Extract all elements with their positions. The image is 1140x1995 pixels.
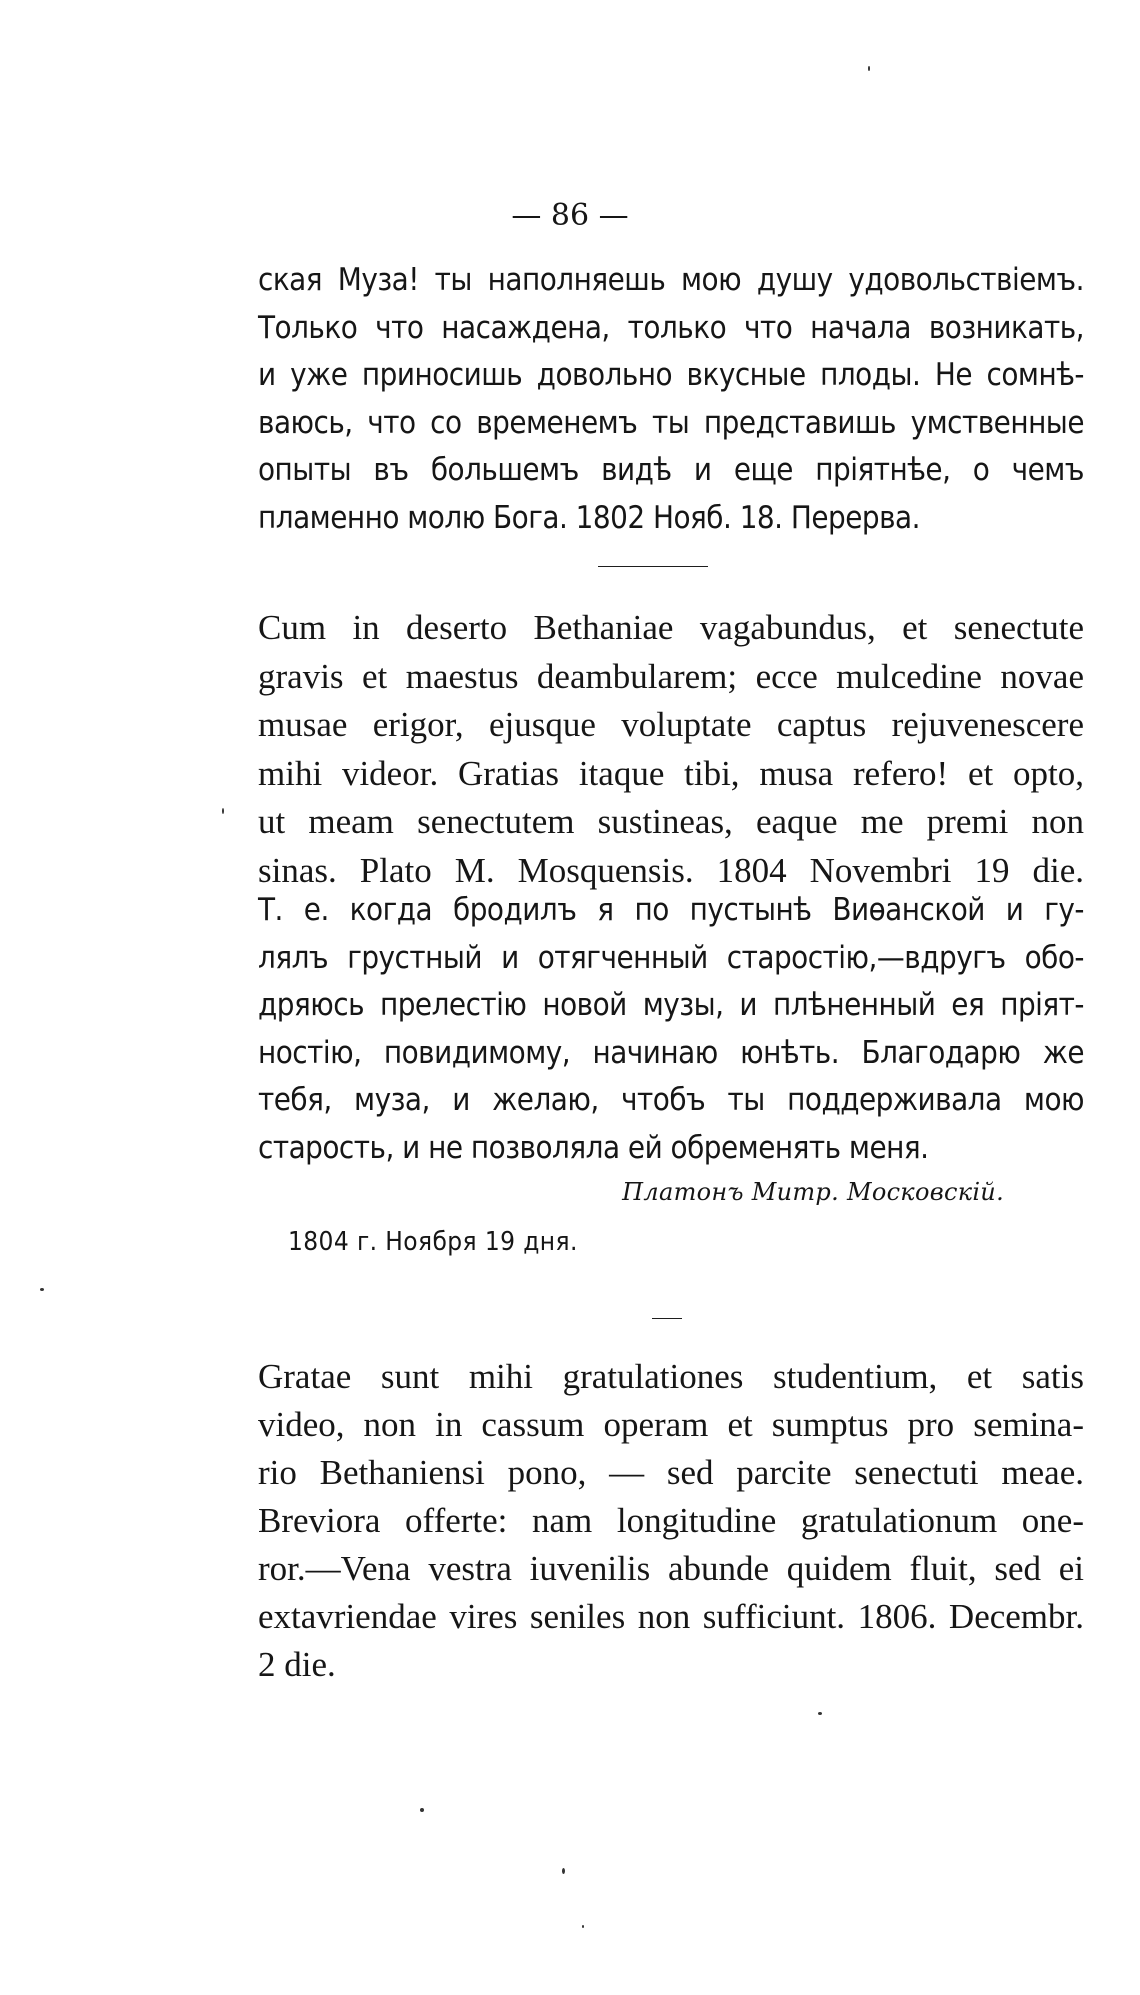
- text-line: Gratae sunt mihi gratulationes studentium, et satis: [258, 1357, 1084, 1396]
- latin-paragraph-1804: [258, 604, 1084, 895]
- text-line: sinas. Plato M. Mosquensis. 1804 Novembri 19 die.: [258, 850, 1084, 890]
- text-line: ностію, повидимому, начинаю юнѣть. Благодарю же: [258, 1034, 1084, 1071]
- text-line: ваюсь, что со временемъ ты представишь умственные: [258, 404, 1084, 441]
- text-line: Cum in deserto Bethaniae vagabundus, et senectute: [258, 608, 1084, 647]
- section-divider: [598, 566, 708, 567]
- text-line: ская Муза! ты наполняешь мою душу удовольствіемъ.: [258, 262, 1084, 298]
- scan-speck: [818, 1712, 822, 1715]
- text-line: пламенно молю Бога. 1802 Нояб. 18. Перерва.: [258, 499, 920, 536]
- date-line: 1804 г. Ноября 19 дня.: [288, 1227, 578, 1257]
- scan-speck: [582, 1925, 584, 1928]
- text-line: старость, и не позволяла ей обременять меня.: [258, 1129, 929, 1166]
- text-line: опыты въ большемъ видѣ и еще пріятнѣе, о чемъ: [258, 452, 1084, 489]
- signature: Платонъ Митр. Московскій.: [622, 1178, 1004, 1206]
- russian-paragraph-1804: [258, 887, 1084, 1173]
- text-line: mihi videor. Gratias itaque tibi, musa refero! et opto,: [258, 753, 1084, 793]
- text-line: 2 die.: [258, 1645, 336, 1684]
- text-line: Только что насаждена, только что начала возникать,: [258, 309, 1084, 346]
- text-line: rio Bethaniensi pono, — sed parcite senectuti meae.: [258, 1453, 1084, 1492]
- text-line: ut meam senectutem sustineas, eaque me premi non: [258, 802, 1084, 841]
- page-number: — 86 —: [511, 198, 629, 233]
- text-line: лялъ грустный и отягченный старостію,—вдругъ обо-: [258, 939, 1084, 976]
- text-line: и уже приносишь довольно вкусные плоды. Не сомнѣ-: [258, 357, 1084, 394]
- russian-paragraph-1802: [258, 257, 1084, 543]
- text-line: gravis et maestus deambularem; ecce mulcedine novae: [258, 656, 1084, 696]
- section-divider: [652, 1318, 682, 1319]
- text-line: тебя, муза, и желаю, чтобъ ты поддерживала мою: [258, 1082, 1084, 1119]
- text-line: video, non in cassum operam et sumptus pro semina-: [258, 1405, 1084, 1444]
- scan-speck: [562, 1868, 565, 1874]
- scan-speck: [40, 1288, 44, 1291]
- text-line: extavriendae vires seniles non sufficiunt. 1806. Decembr.: [258, 1597, 1084, 1636]
- scan-speck: [420, 1808, 424, 1812]
- text-line: Breviora offerte: nam longitudine gratulationum one-: [258, 1501, 1084, 1540]
- scan-speck: [222, 808, 224, 814]
- text-line: дряюсь прелестію новой музы, и плѣненный ея пріят-: [258, 987, 1084, 1024]
- text-line: musae erigor, ejusque voluptate captus rejuvenescere: [258, 705, 1084, 744]
- latin-paragraph-1806: [258, 1353, 1084, 1689]
- scan-speck: [868, 66, 870, 71]
- text-line: Т. е. когда бродилъ я по пустынѣ Виѳанской и гу-: [258, 892, 1084, 928]
- text-line: ror.—Vena vestra iuvenilis abunde quidem fluit, sed ei: [258, 1549, 1084, 1588]
